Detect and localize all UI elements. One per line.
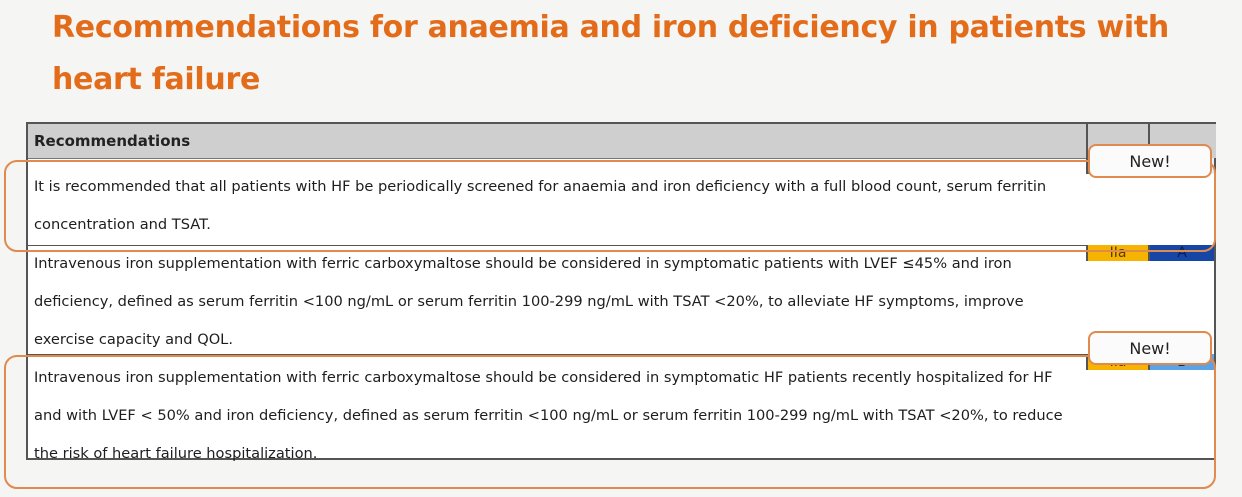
table-row: [28, 158, 1214, 246]
table-row: [28, 245, 1214, 355]
header-recommendations: Recommendations: [34, 132, 191, 150]
recommendation-text: Intravenous iron supplementation with ferric carboxymaltose should be considered in symptomatic HF patients recently hospitalized for HF and with LVEF < 50% and iron deficiency, defined as serum ferritin <100 ng/mL or serum ferritin 100-299 ng/mL with TSAT <20%, to reduce the risk of heart failure hospitalization.: [34, 369, 1063, 462]
new-badge: New!: [1088, 331, 1212, 365]
page-title: Recommendations for anaemia and iron deficiency in patients with heart failure: [52, 10, 1169, 97]
recommendations-table: [26, 122, 1216, 460]
table-header: [28, 124, 1214, 159]
level-cell: A: [1148, 245, 1214, 261]
table-row: [28, 354, 1214, 462]
recommendation-text: It is recommended that all patients with HF be periodically screened for anaemia and iron deficiency with a full blood count, serum ferritin concentration and TSAT.: [34, 178, 1047, 233]
class-cell: IIa: [1086, 245, 1148, 261]
recommendation-text: Intravenous iron supplementation with ferric carboxymaltose should be considered in symptomatic patients with LVEF ≤45% and iron deficiency, defined as serum ferritin <100 ng/mL or serum ferritin 100-299 ng/mL with TSAT <20%, to alleviate HF symptoms, improve exercise capacity and QOL.: [34, 255, 1024, 348]
new-badge: New!: [1088, 144, 1212, 178]
